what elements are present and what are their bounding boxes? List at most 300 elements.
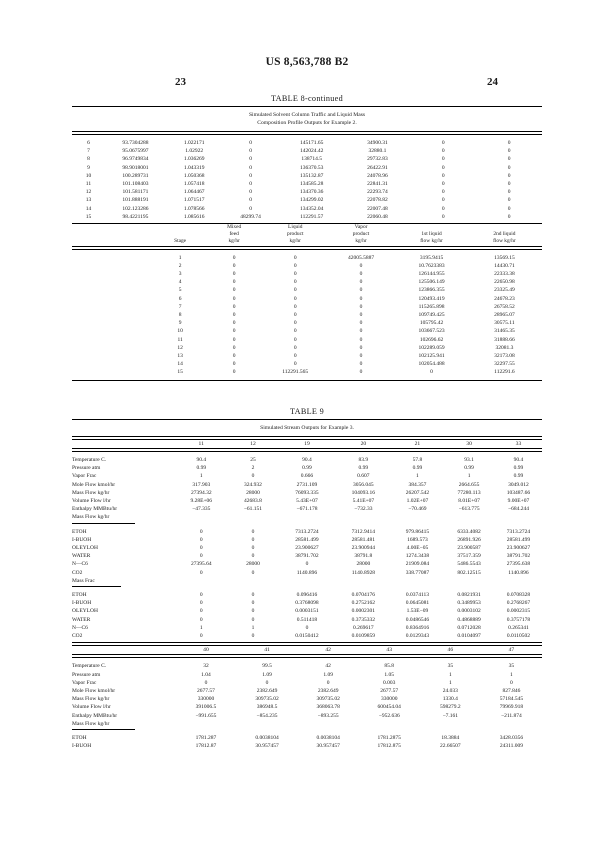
property-label: Volume Flow l/hr [72,704,111,711]
value-cell: 28581.481 [351,536,376,543]
table-8-body [72,135,542,221]
column-header-line: Mixed [227,224,242,231]
stage-cell: 7 [87,148,90,155]
value-cell: 0 [359,328,363,335]
value-cell: 0.99 [412,465,423,472]
value-cell: 2 [251,465,255,472]
table-8-caption [72,107,542,131]
value-cell: 5.41E+07 [352,497,375,504]
table-9 [72,407,542,751]
table-row [72,624,542,632]
value-cell: 23325.49 [494,287,515,294]
massfrac-subsection-label: Mass Frac [72,577,121,587]
component-label: WATER [72,553,91,560]
value-cell: 1.05 [384,671,395,678]
stage-cell: 12 [85,189,92,196]
value-cell: 28581.499 [506,536,531,543]
spacer-cell [72,440,175,449]
stage-cell: 12 [177,344,183,351]
stage-cell: 14 [85,205,92,212]
value-cell: 26758.52 [494,303,515,310]
value-cell: 42 [325,663,331,670]
value-cell: 0 [232,271,236,278]
spacer-cell [72,286,157,294]
table-8-stage-table [72,224,542,377]
value-cell: 2677.57 [380,687,399,694]
value-cell: 1274.3438 [405,553,430,560]
value-cell: 22650.98 [494,279,515,286]
value-cell: 0 [232,328,236,335]
value-cell: 1781.2875 [377,734,401,741]
value-cell: 0 [293,312,297,319]
table-row [72,607,542,615]
column-header [265,224,326,246]
spacer-cell [72,224,157,246]
value-cell: 22.66507 [440,743,461,750]
value-cell: 1.04 [201,671,211,678]
column-header-line [396,224,467,231]
value-cell: 1.09 [262,671,272,678]
value-cell: 9.00E+07 [507,497,530,504]
value-cell: 26891.926 [457,536,481,543]
stage-cell: 6 [87,140,90,146]
value-cell: 26422.91 [367,164,388,171]
value-cell: 35 [447,663,454,670]
value-cell: 3428.0356 [499,734,524,741]
table-row [72,734,542,742]
property-label: Mole Flow kmol/hr [72,481,116,488]
spacer-cell [72,352,157,360]
table-row [72,528,542,536]
value-cell: 0 [251,553,255,560]
value-cell: 0 [293,262,297,269]
value-cell: 0 [232,303,236,310]
column-header-line: kg/hr [289,238,301,245]
value-cell: 0 [441,197,445,204]
value-cell: 0.99 [302,465,312,472]
value-cell: 101.581171 [122,189,149,196]
spacer-cell [72,270,157,278]
value-cell: 34900.31 [367,140,388,146]
table-row [72,262,542,270]
value-cell: 0.0374113 [405,591,429,598]
massflow-subsection-heading [72,513,542,523]
value-cell: 1 [448,671,452,678]
value-cell: 23.900627 [506,544,531,551]
value-cell: 136370.53 [299,164,324,171]
value-cell: 1.071517 [183,197,205,204]
value-cell: 2664.655 [458,481,480,488]
value-cell: 0 [249,189,252,196]
table-row [72,505,542,513]
value-cell: 598279.2 [440,704,461,711]
value-cell: 0.0003151 [295,608,319,615]
value-cell: 1 [448,679,452,686]
stream-number-header: 46 [447,647,454,654]
massflow-subsection-label: Mass Flow kg/hr [72,513,135,523]
value-cell: −732.33 [354,506,373,513]
value-cell: 38791.8 [354,553,373,560]
table-row [72,687,542,695]
value-cell: 0 [359,303,363,310]
value-cell: 338.77087 [405,569,430,576]
value-cell: 0 [293,303,297,310]
value-cell: 1.02E+07 [406,497,429,504]
value-cell: 0 [249,197,252,204]
spacer-cell [72,327,157,335]
value-cell: 1.043319 [183,164,205,171]
value-cell: 17812.875 [377,743,401,750]
stage-cell: 15 [177,369,183,376]
value-cell: 0.3768098 [295,600,319,607]
value-cell: 0.0645081 [405,600,430,607]
table-header-row [72,224,542,246]
value-cell: 1.064467 [183,189,205,196]
stream-number-header: 43 [386,647,393,654]
value-cell: 99.5 [262,663,272,670]
value-cell: 134370.36 [299,189,324,196]
value-cell: 5.43E+07 [296,497,318,504]
column-header [326,224,397,246]
value-cell: 0 [199,600,203,607]
subsection-heading-row [72,720,542,730]
value-cell: 77280.113 [457,489,481,496]
value-cell: 30.957457 [316,743,340,750]
value-cell: 1 [199,473,203,480]
value-cell: 0.2752162 [351,600,376,607]
value-cell: 25 [250,456,256,463]
value-cell: 93.1 [464,456,474,463]
value-cell: 0.0003102 [457,608,481,615]
value-cell: 0 [251,608,255,615]
value-cell: 0 [507,205,511,212]
value-cell: −47.335 [192,506,211,513]
value-cell: 0 [232,369,236,376]
value-cell: 0 [232,287,236,294]
value-cell: 324.932 [244,481,262,488]
value-cell: 120493.419 [418,295,445,302]
column-header [396,224,467,246]
stage-cell: 11 [85,181,92,188]
value-cell: 0.0002301 [351,608,376,615]
value-cell: 0.096416 [296,591,318,598]
value-cell: 96.9749834 [122,156,149,163]
value-cell: 1330.4 [442,696,458,703]
value-cell: 0 [293,287,297,294]
value-cell: 83.9 [358,456,369,463]
value-cell: 0 [293,279,297,286]
value-cell: 0 [249,164,252,171]
table-row [72,311,542,319]
table-9-caption: Simulated Stream Outputs for Example 3. [260,424,354,431]
value-cell: 93.7304288 [122,140,149,146]
value-cell: 0 [199,632,203,639]
value-cell: 30.957457 [255,743,279,750]
table-row [72,360,542,368]
property-label: Enthalpy MMBtu/hr [72,506,118,513]
column-header [467,224,542,246]
spacer-cell [72,646,175,655]
value-cell: 14430.71 [494,262,515,269]
column-header-line: Vapor [354,224,368,231]
value-cell: 0.3757178 [506,616,531,623]
value-cell: 112291.565 [282,369,309,376]
component-label: I-BUOH [72,743,92,750]
value-cell: 0 [510,679,513,686]
value-cell: 125506.149 [418,279,445,286]
value-cell: 0.3735332 [351,616,376,623]
value-cell: 0 [249,156,252,163]
value-cell: 1 [467,473,471,480]
value-cell: 0 [199,553,203,560]
table-row [72,569,542,577]
component-label: I-BUOH [72,536,92,543]
subsection-heading-row [72,577,542,587]
property-label: Mole Flow kmol/hr [72,687,116,694]
value-cell: 0.666 [300,473,314,480]
stage-cell: 7 [178,303,182,310]
massflow-subsection-label: Mass Flow kg/hr [72,720,135,730]
property-label: Vapor Frac [72,679,97,686]
property-label: Temperature C. [72,456,107,463]
value-cell: −61.151 [243,506,263,513]
value-cell: 22841.31 [367,181,388,188]
table-row [72,695,542,703]
stream-number-header: 30 [466,440,472,447]
value-cell: 145171.65 [299,140,324,146]
spacer-cell [72,303,157,311]
value-cell: 0 [199,616,203,623]
table-row [72,352,542,360]
stage-cell: 5 [178,287,182,294]
right-column-number: 24 [487,76,498,88]
value-cell: 391006.5 [195,704,217,711]
spacer-cell [72,311,157,319]
table-row [72,286,542,294]
table-row [72,599,542,607]
value-cell: 3049.012 [508,481,529,488]
stage-cell: 15 [85,213,92,220]
value-cell: 0 [232,262,236,269]
value-cell: 102054.488 [418,361,445,368]
value-cell: 0 [359,369,363,376]
value-cell: 1 [416,473,419,480]
spacer-cell [72,254,157,262]
stage-cell: 13 [177,353,183,360]
value-cell: 1140.896 [508,569,529,576]
table-row [72,497,542,505]
value-cell: 386948.5 [256,704,278,711]
table-row [72,164,542,172]
table-8-caption-line2: Composition Profile Outputs for Example 2. [257,120,357,126]
value-cell: 0 [249,140,252,146]
value-cell: 123866.355 [418,287,445,294]
value-cell: 0 [199,608,203,615]
value-cell: 138714.5 [301,156,322,163]
value-cell: 0 [507,189,511,196]
left-column-number: 23 [175,76,186,88]
table-row [72,155,542,163]
stream-number-header: 20 [360,440,367,447]
table-row [72,205,542,213]
value-cell: 0 [507,164,511,171]
value-cell: 105795.42 [419,320,444,327]
value-cell: 57.8 [412,456,423,463]
table-header-row [72,646,542,655]
table-row [72,303,542,311]
value-cell: 0.0150412 [295,632,319,639]
value-cell: 1.078566 [183,205,205,212]
spacer-cell [72,278,157,286]
value-cell: 0 [293,344,297,351]
value-cell: 3056.045 [353,481,374,488]
value-cell: 31465.35 [494,328,515,335]
value-cell: 102289.059 [418,344,445,351]
table-row [72,552,542,560]
value-cell: 24311.009 [499,743,524,750]
value-cell: 1689.573 [407,536,428,543]
value-cell: 0 [359,262,363,269]
value-cell: 103667.523 [418,328,445,335]
column-header-line: Stage [174,238,187,245]
value-cell: 115265.898 [418,303,445,310]
table-row [72,327,542,335]
value-cell: 7313.2724 [506,528,531,535]
spacer-cell [72,368,157,376]
value-cell: 1781.287 [195,734,217,741]
stage-cell: 10 [177,328,183,335]
value-cell: 13569.15 [494,254,515,261]
value-cell: 0 [359,353,363,360]
value-cell: 0 [199,528,203,535]
spacer-cell [72,336,157,344]
value-cell: 1 [199,624,203,631]
value-cell: 1.02922 [185,148,204,155]
value-cell: 95.0675997 [122,148,149,155]
value-cell: 0.003 [383,679,396,686]
value-cell: 0 [359,336,363,343]
value-cell: 30575.11 [494,320,515,327]
value-cell: 330000 [197,696,215,703]
value-cell: 0 [305,624,309,631]
table-row [72,147,542,155]
table-row [72,213,542,221]
value-cell: 0.99 [513,473,524,480]
value-cell: 90.4 [513,456,524,463]
value-cell: 0 [232,254,236,261]
table-row [72,679,542,687]
table-header-row [72,440,542,449]
value-cell: 17812.87 [195,743,217,750]
massfrac-subsection-heading [72,577,542,587]
value-cell: 0.0038104 [255,734,279,741]
value-cell: 27395.638 [506,561,531,568]
value-cell: 0 [232,361,236,368]
value-cell: −854.235 [256,712,278,719]
value-cell: 0.99 [196,465,207,472]
value-cell: 10.7623383 [418,262,445,269]
value-cell: 0 [359,320,363,327]
value-cell: 32081.3 [495,344,514,351]
value-cell: 0 [251,473,255,480]
stream-number-header: 19 [304,440,310,447]
value-cell: 1140.8928 [351,569,375,576]
column-numbers [0,76,614,94]
value-cell: 9.28E+06 [190,497,213,504]
value-cell: 98.4221195 [122,213,149,220]
value-cell: 90.4 [196,456,207,463]
stage-cell: 10 [85,172,92,179]
value-cell: 90.4 [302,456,312,463]
stream-number-header: 21 [414,440,421,447]
value-cell: 0 [204,679,208,686]
column-header [204,224,265,246]
value-cell: 0 [232,344,236,351]
value-cell: 0.0486546 [405,616,430,623]
value-cell: 0 [359,361,363,368]
value-cell: 37517.359 [457,553,481,560]
value-cell: 1.057418 [183,181,205,188]
stage-cell: 14 [177,361,183,368]
component-label: ETOH [72,734,87,741]
value-cell: 600454.04 [377,704,401,711]
value-cell: 0 [359,287,363,294]
column-header-line: 2nd liquid [493,231,516,238]
value-cell: 134299.02 [299,197,324,204]
table-row [72,336,542,344]
value-cell: 57184.545 [499,696,524,703]
value-cell: 0 [249,181,252,188]
stage-cell: 1 [178,254,182,261]
value-cell: 28000 [356,561,371,568]
value-cell: 85.8 [384,663,395,670]
value-cell: 0.511418 [296,616,318,623]
value-cell: 330000 [380,696,398,703]
component-label: ETOH [72,591,87,598]
table-row [72,632,542,640]
component-label: WATER [72,616,91,623]
value-cell: −671.178 [296,506,318,513]
value-cell: 22060.48 [367,213,388,220]
value-cell: 1.036269 [183,156,205,163]
value-cell: 0.99 [358,465,369,472]
stream-number-header: 47 [508,647,515,654]
property-label: Volume Flow l/hr [72,497,111,504]
table-row [72,591,542,599]
value-cell: 0 [232,295,236,302]
stage-cell: 9 [178,320,182,327]
table-row [72,180,542,188]
value-cell: 0 [507,148,511,155]
value-cell: −684.244 [507,506,529,513]
value-cell: −893.255 [317,712,339,719]
value-cell: 0 [293,361,297,368]
value-cell: 26207.542 [405,489,430,496]
value-cell: 1.050368 [183,172,205,179]
value-cell: −613.775 [458,506,480,513]
table-row [72,278,542,286]
value-cell: 1 [251,624,255,631]
property-label: Pressure atm [72,465,101,472]
spacer-cell [72,360,157,368]
value-cell: 0 [251,600,255,607]
property-label: Enthalpy MMBtu/hr [72,712,118,719]
spacer-cell [72,295,157,303]
value-cell: 0 [251,632,255,639]
value-cell: 102.123286 [122,205,149,212]
value-cell: 32297.55 [494,361,515,368]
value-cell: 0 [359,344,363,351]
